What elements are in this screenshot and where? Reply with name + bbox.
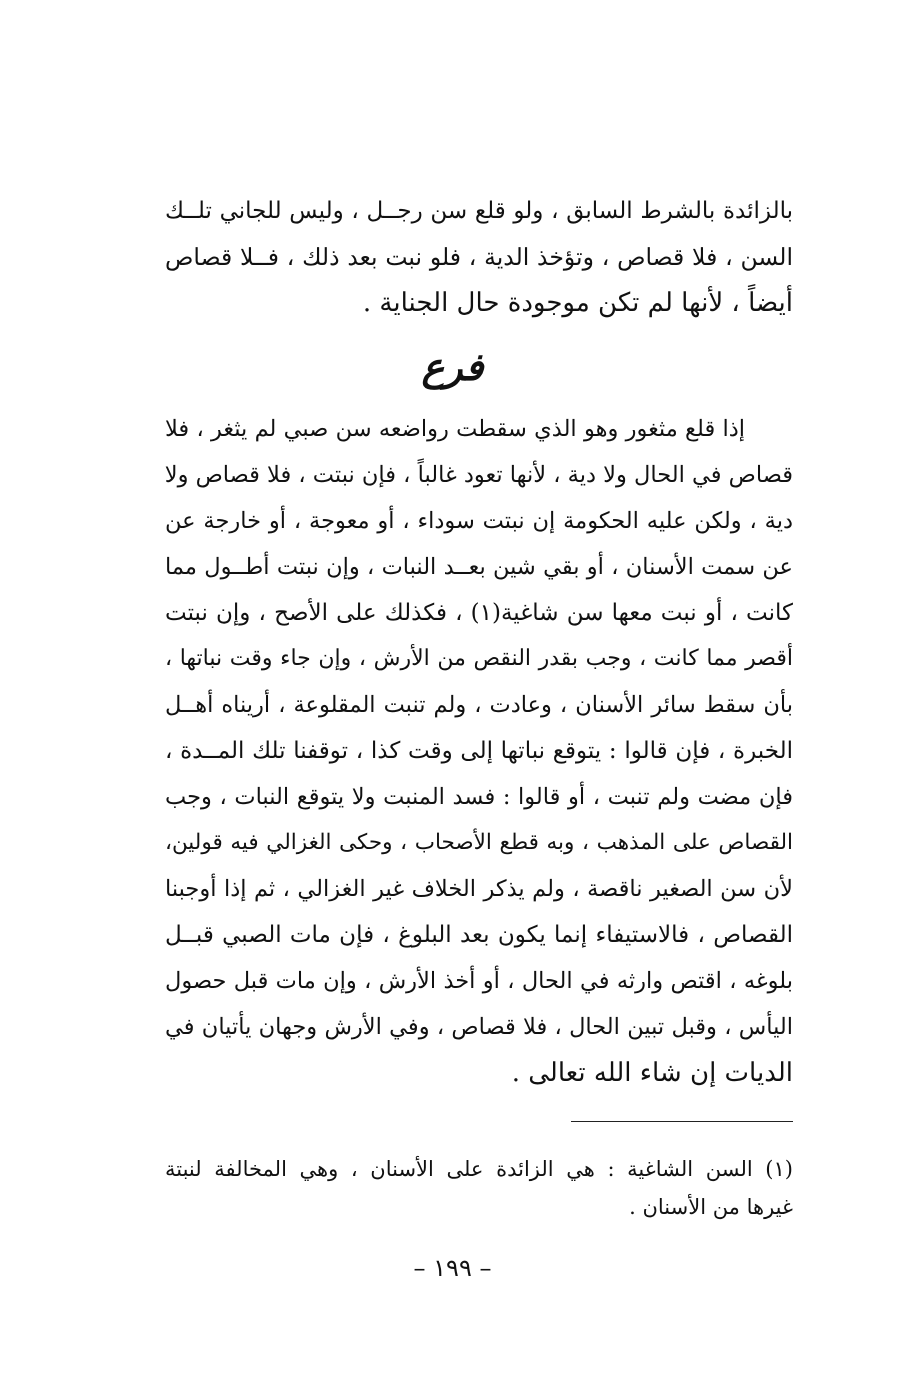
text-line: أقصر مما كانت ، وجب بقدر النقص من الأرش ، وإن جاء وقت نباتها ،: [165, 646, 793, 671]
text-line: الخبرة ، فإن قالوا : يتوقع نباتها إلى وقت كذا ، توقفنا تلك المــدة ،: [165, 738, 793, 764]
text-line: اليأس ، وقبل تبين الحال ، فلا قصاص ، وفي الأرش وجهان يأتيان في: [165, 1014, 793, 1040]
footnote-divider: [571, 1121, 793, 1122]
section-heading: فرع: [421, 344, 484, 389]
footnote: [165, 1150, 793, 1226]
text-line: كانت ، أو نبت معها سن شاغية(١) ، فكذلك على الأصح ، وإن نبتت: [165, 600, 793, 626]
text-line: القصاص على المذهب ، وبه قطع الأصحاب ، وحكى الغزالي فيه قولين،: [165, 830, 793, 855]
body-paragraph: [165, 406, 793, 1096]
footnote-line: غيرها من الأسنان .: [629, 1195, 793, 1219]
footnote-line: (١) السن الشاغية : هي الزائدة على الأسنان ، وهي المخالفة لنبتة: [165, 1157, 793, 1181]
text-line: بالزائدة بالشرط السابق ، ولو قلع سن رجــل ، وليس للجاني تلــك: [165, 198, 793, 224]
text-line: فإن مضت ولم تنبت ، أو قالوا : فسد المنبت ولا يتوقع النبات ، وجب: [165, 784, 793, 810]
text-line: دية ، ولكن عليه الحكومة إن نبتت سوداء ، أو معوجة ، أو خارجة عن: [165, 508, 793, 534]
text-line: القصاص ، فالاستيفاء إنما يكون بعد البلوغ ، فإن مات الصبي قبــل: [165, 922, 793, 948]
text-line: عن سمت الأسنان ، أو بقي شين بعــد النبات ، وإن نبتت أطــول مما: [165, 554, 793, 580]
text-line: لأن سن الصغير ناقصة ، ولم يذكر الخلاف غير الغزالي ، ثم إذا أوجبنا: [165, 876, 793, 902]
text-line: السن ، فلا قصاص ، وتؤخذ الدية ، فلو نبت بعد ذلك ، فــلا قصاص: [165, 243, 793, 271]
text-line: قصاص في الحال ولا دية ، لأنها تعود غالباً ، فإن نبتت ، فلا قصاص ولا: [165, 462, 793, 488]
intro-paragraph: [165, 188, 793, 326]
text-line: بأن سقط سائر الأسنان ، وعادت ، ولم تنبت المقلوعة ، أريناه أهــل: [165, 692, 793, 718]
text-line: بلوغه ، اقتص وارثه في الحال ، أو أخذ الأرش ، وإن مات قبل حصول: [165, 968, 793, 994]
text-line: أيضاً ، لأنها لم تكن موجودة حال الجناية .: [362, 288, 793, 318]
text-line: الديات إن شاء الله تعالى .: [511, 1058, 793, 1088]
text-line: إذا قلع مثغور وهو الذي سقطت رواضعه سن صبي لم يثغر ، فلا: [165, 416, 745, 442]
page-number: – ١٩٩ –: [413, 1254, 492, 1282]
